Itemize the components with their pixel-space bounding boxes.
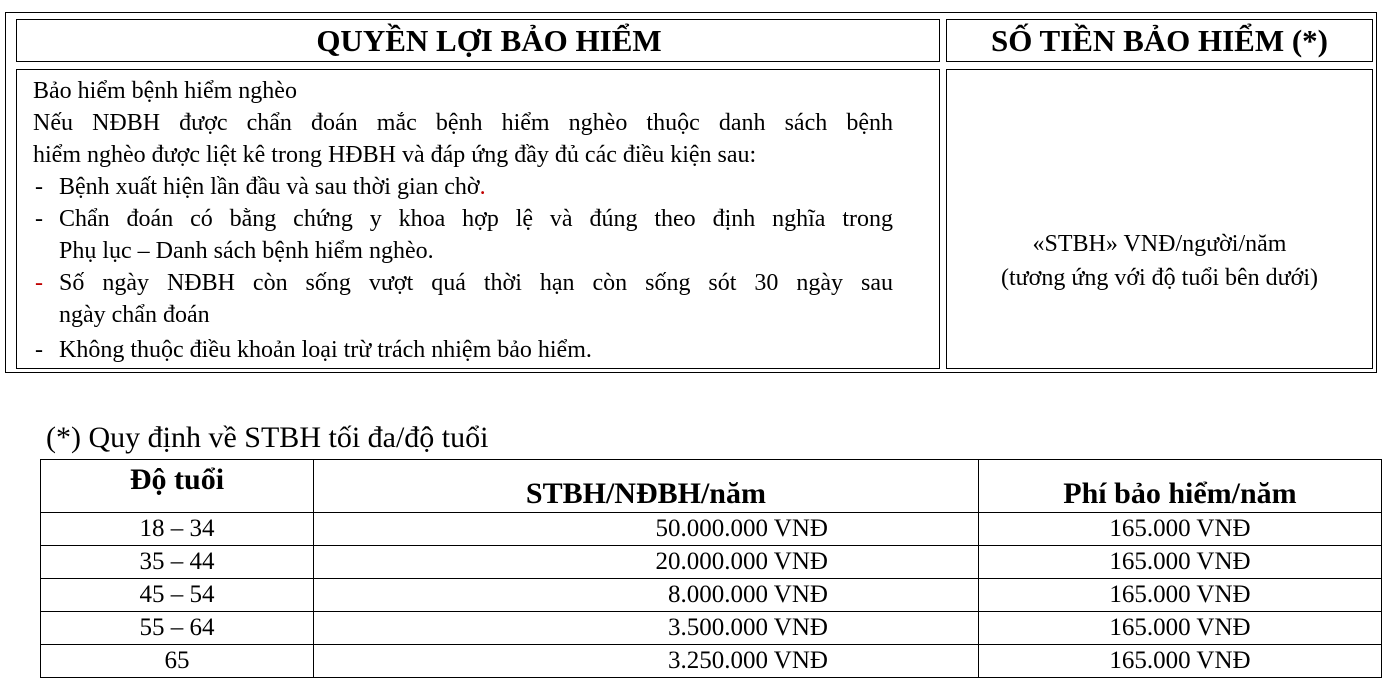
table-row [41,513,1382,546]
sum-insured-value [947,227,1372,295]
sum-cell: 3.250.000 VNĐ [313,645,978,678]
condition-text-cont: ngày chẩn đoán [59,302,210,328]
column-header-age: Độ tuổi [41,460,314,513]
condition-text: Không thuộc điều khoản loại trừ trách nhiệm bảo hiểm. [59,337,592,363]
premium-cell: 165.000 VNĐ [978,612,1381,645]
condition-text: Bệnh xuất hiện lần đầu và sau thời gian chờ [59,174,480,200]
condition-suffix: . [479,174,486,200]
sum-cell: 3.500.000 VNĐ [313,612,978,645]
benefit-intro-line-2: hiểm nghèo được liệt kê trong HĐBH và đáp ứng đầy đủ các điều kiện sau: [33,142,757,168]
age-rules-table [40,459,1382,678]
condition-item [33,171,893,203]
age-rules-note: (*) Quy định về STBH tối đa/độ tuổi [46,421,489,454]
premium-cell: 165.000 VNĐ [978,513,1381,546]
sum-insured-cell [946,69,1373,369]
sum-insured-line-2: (tương ứng với độ tuổi bên dưới) [1000,265,1319,291]
benefit-description [33,75,893,366]
sum-insured-header: SỐ TIỀN BẢO HIỂM (*) [990,23,1329,58]
condition-item [33,267,893,331]
premium-cell: 165.000 VNĐ [978,546,1381,579]
sum-insured-line-1: «STBH» VNĐ/người/năm [1032,231,1287,257]
bullet-dash: - [35,206,43,232]
bullet-dash: - [35,270,43,296]
benefits-table [5,12,1377,373]
condition-text: Số ngày NĐBH còn sống vượt quá thời hạn còn sống sót 30 ngày sau [59,270,893,296]
bullet-dash: - [35,174,43,200]
benefit-intro-line-1: Nếu NĐBH được chẩn đoán mắc bệnh hiểm nghèo thuộc danh sách bệnh [33,110,893,136]
benefit-header: QUYỀN LỢI BẢO HIỂM [316,23,662,58]
premium-cell: 165.000 VNĐ [978,645,1381,678]
column-header-premium: Phí bảo hiểm/năm [978,460,1381,513]
premium-cell: 165.000 VNĐ [978,579,1381,612]
age-cell: 65 [41,645,314,678]
condition-item [33,334,893,366]
benefit-title: Bảo hiểm bệnh hiểm nghèo [33,78,297,104]
table-row [41,579,1382,612]
table-row [41,645,1382,678]
table-header-row [41,460,1382,513]
sum-cell: 50.000.000 VNĐ [313,513,978,546]
age-cell: 55 – 64 [41,612,314,645]
sum-insured-header-cell [946,19,1373,62]
condition-text: Chẩn đoán có bằng chứng y khoa hợp lệ và đúng theo định nghĩa trong [59,206,893,232]
condition-item [33,203,893,267]
age-cell: 45 – 54 [41,579,314,612]
sum-cell: 20.000.000 VNĐ [313,546,978,579]
bullet-dash: - [35,337,43,363]
column-header-sum: STBH/NĐBH/năm [313,460,978,513]
sum-cell: 8.000.000 VNĐ [313,579,978,612]
table-row [41,612,1382,645]
table-row [41,546,1382,579]
condition-text-cont: Phụ lục – Danh sách bệnh hiểm nghèo. [59,238,434,264]
age-cell: 18 – 34 [41,513,314,546]
benefit-header-cell [16,19,940,62]
benefit-description-cell [16,69,940,369]
age-cell: 35 – 44 [41,546,314,579]
